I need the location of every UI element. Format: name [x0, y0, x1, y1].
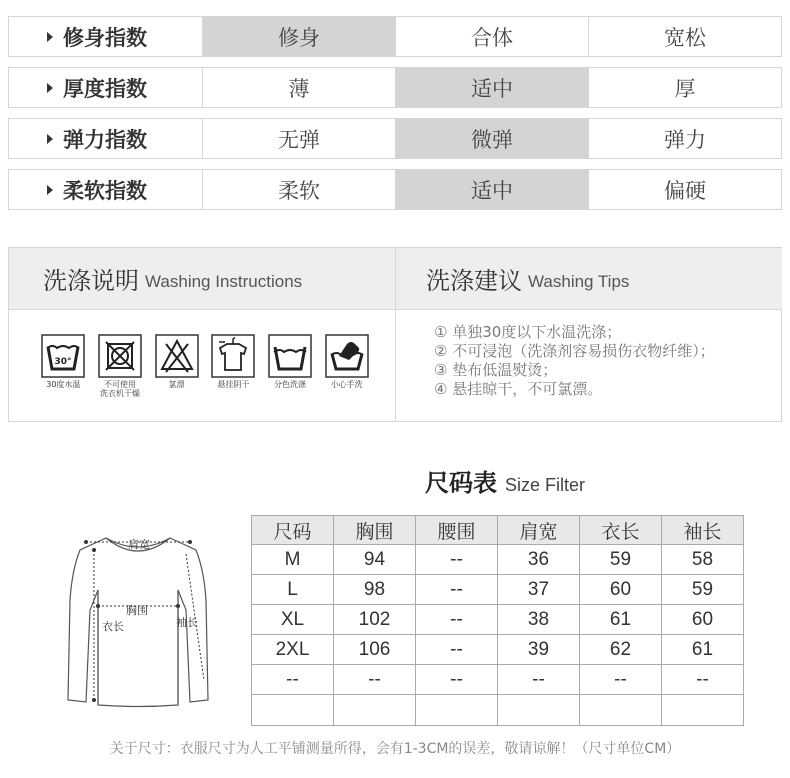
table-cell: --: [662, 665, 744, 695]
index-option: 弹力: [588, 119, 781, 158]
table-cell: 36: [498, 545, 580, 575]
care-icons: [35, 334, 375, 398]
table-cell: 37: [498, 575, 580, 605]
index-row-elasticity: [8, 118, 782, 159]
table-cell: [580, 695, 662, 726]
index-option-selected: 修身: [202, 17, 395, 56]
table-row: [252, 605, 744, 635]
tip-item: ④ 悬挂晾干，不可氯漂。: [434, 380, 603, 398]
index-option: 合体: [395, 17, 588, 56]
index-row-thickness: [8, 67, 782, 108]
table-cell: 61: [580, 605, 662, 635]
table-row: [252, 635, 744, 665]
tip-item: ② 不可浸泡（洗涤剂容易损伤衣物纤维）；: [434, 342, 715, 360]
index-option: 无弹: [202, 119, 395, 158]
care-item: [148, 334, 205, 398]
table-row-empty: [252, 695, 744, 726]
index-option: 宽松: [588, 17, 781, 56]
table-cell: [334, 695, 416, 726]
washing-tips-subtitle: Washing Tips: [528, 271, 630, 291]
index-label-text: 修身指数: [63, 25, 147, 50]
index-label-text: 弹力指数: [63, 127, 147, 152]
no-tumble-dry-icon: [98, 334, 142, 378]
table-header: 胸围: [334, 516, 416, 545]
sleeve-label: 袖长: [176, 616, 198, 629]
tip-item: ③ 垫布低温熨烫；: [434, 361, 558, 379]
table-cell: --: [580, 665, 662, 695]
care-caption: 氯漂: [168, 380, 185, 389]
care-item: [318, 334, 375, 398]
table-row: [252, 545, 744, 575]
index-option: 柔软: [202, 170, 395, 209]
table-cell: 2XL: [252, 635, 334, 665]
table-cell: [498, 695, 580, 726]
table-cell: L: [252, 575, 334, 605]
table-cell: [416, 695, 498, 726]
table-cell: 38: [498, 605, 580, 635]
table-cell: --: [416, 605, 498, 635]
table-header: 肩宽: [498, 516, 580, 545]
table-cell: XL: [252, 605, 334, 635]
table-cell: 98: [334, 575, 416, 605]
divider: [395, 248, 396, 421]
table-header: 衣长: [580, 516, 662, 545]
water-temperature-30-icon: [41, 334, 85, 378]
table-cell: 39: [498, 635, 580, 665]
size-chart-table: [251, 515, 744, 726]
table-header: 尺码: [252, 516, 334, 545]
index-row-fit: [8, 16, 782, 57]
shoulder-label: 肩宽: [128, 538, 150, 551]
care-item: [205, 334, 262, 398]
care-caption: 小心手洗: [330, 380, 363, 389]
svg-text:30°: 30°: [54, 357, 72, 367]
table-cell: M: [252, 545, 334, 575]
table-cell: [662, 695, 744, 726]
table-cell: 59: [662, 575, 744, 605]
triangle-right-icon: [47, 83, 53, 93]
index-option: 厚: [588, 68, 781, 107]
table-cell: 58: [662, 545, 744, 575]
table-cell: --: [252, 665, 334, 695]
washing-section: [8, 247, 782, 422]
table-header: 腰围: [416, 516, 498, 545]
index-label-text: 厚度指数: [63, 76, 147, 101]
table-cell: 94: [334, 545, 416, 575]
hang-dry-shade-icon: [211, 334, 255, 378]
care-item: [35, 334, 92, 398]
index-label: [9, 68, 202, 107]
table-header-row: [252, 516, 744, 545]
table-cell: --: [498, 665, 580, 695]
washing-instructions-title: 洗涤说明: [43, 267, 139, 295]
table-cell: 61: [662, 635, 744, 665]
divider: [9, 309, 781, 310]
index-option: 偏硬: [588, 170, 781, 209]
table-cell: --: [416, 545, 498, 575]
index-label: [9, 17, 202, 56]
table-cell: 59: [580, 545, 662, 575]
table-cell: 106: [334, 635, 416, 665]
table-cell: --: [416, 665, 498, 695]
triangle-right-icon: [47, 185, 53, 195]
separate-color-wash-icon: [268, 334, 312, 378]
table-cell: --: [416, 575, 498, 605]
table-row: [252, 665, 744, 695]
care-caption: 分色洗涤: [274, 380, 307, 389]
index-label: [9, 170, 202, 209]
size-chart-title-cn: 尺码表: [425, 469, 497, 497]
no-bleach-icon: [155, 334, 199, 378]
table-row: [252, 575, 744, 605]
index-option-selected: 适中: [395, 170, 588, 209]
index-label: [9, 119, 202, 158]
index-option: 薄: [202, 68, 395, 107]
care-caption: 30度水温: [46, 380, 81, 389]
table-cell: --: [334, 665, 416, 695]
table-cell: --: [416, 635, 498, 665]
size-footnote: 关于尺寸：衣服尺寸为人工平铺测量所得，会有1-3CM的误差，敬请谅解！（尺寸单位CM）: [109, 741, 681, 757]
size-chart-title-en: Size Filter: [505, 475, 586, 495]
size-chart-title: [425, 463, 585, 498]
table-header: 袖长: [662, 516, 744, 545]
washing-instructions-header: [9, 248, 395, 309]
shirt-measurement-diagram: [58, 530, 218, 710]
table-cell: 62: [580, 635, 662, 665]
washing-tips-title: 洗涤建议: [426, 267, 522, 295]
tip-item: ① 单独30度以下水温洗涤；: [434, 323, 622, 341]
chest-label: 胸围: [126, 604, 148, 617]
table-cell: 102: [334, 605, 416, 635]
index-row-softness: [8, 169, 782, 210]
triangle-right-icon: [47, 32, 53, 42]
washing-tips-header: [396, 248, 782, 309]
hand-wash-icon: [325, 334, 369, 378]
index-option-selected: 适中: [395, 68, 588, 107]
care-item: [262, 334, 319, 398]
index-option-selected: 微弹: [395, 119, 588, 158]
length-label: 衣长: [102, 620, 124, 633]
washing-instructions-subtitle: Washing Instructions: [145, 271, 303, 291]
care-caption: 悬挂阴干: [217, 380, 250, 389]
table-cell: [252, 695, 334, 726]
care-caption: 不可使用 洗衣机干燥: [100, 380, 140, 398]
washing-tips-list: [434, 323, 715, 399]
triangle-right-icon: [47, 134, 53, 144]
table-cell: 60: [580, 575, 662, 605]
index-label-text: 柔软指数: [63, 178, 147, 203]
table-cell: 60: [662, 605, 744, 635]
care-item: [92, 334, 149, 398]
